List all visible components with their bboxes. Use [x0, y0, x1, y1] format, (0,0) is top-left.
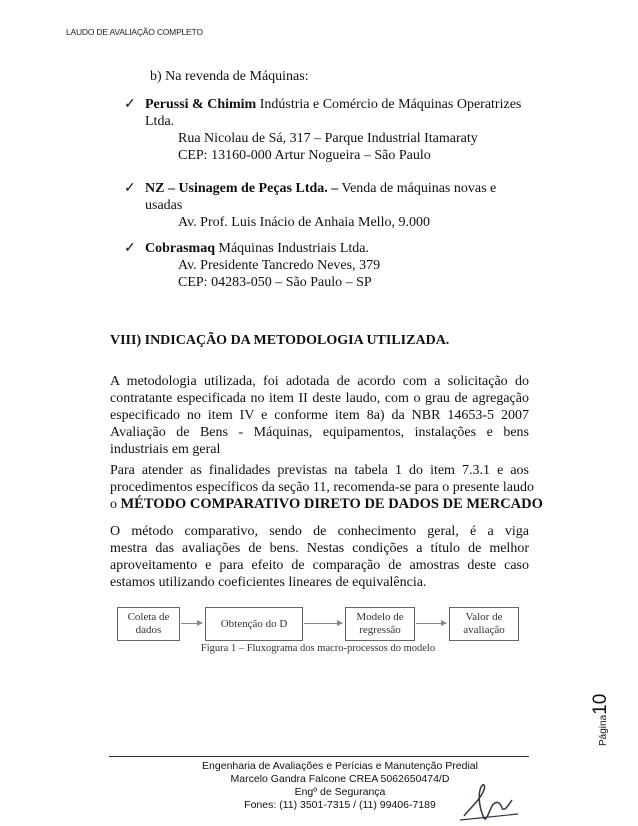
supplier-address: Rua Nicolau de Sá, 317 – Parque Industrial Itamaraty — [178, 131, 478, 146]
flow-arrow — [304, 623, 342, 624]
supplier-address: Av. Presidente Tancredo Neves, 379 — [178, 258, 381, 273]
paragraph-line: procedimentos específicos da seção 11, recomenda-se para o presente laudo — [110, 480, 534, 495]
figure-caption: Figura 1 – Fluxograma dos macro-processos do modelo — [200, 643, 436, 654]
method-name: MÉTODO COMPARATIVO DIRETO DE DADOS DE MERCADO — [120, 496, 543, 512]
paragraph-line: mestra das avaliações de bens. Nestas condições a título de melhor — [110, 541, 529, 556]
supplier-entry-1 — [124, 96, 521, 164]
document-header: LAUDO DE AVALIAÇÃO COMPLETO — [66, 27, 203, 37]
supplier-address: CEP: 13160-000 Artur Nogueira – São Paulo — [178, 148, 431, 163]
section-number: VIII) — [110, 333, 142, 348]
paragraph-line: especificado no item IV e conforme item 8a) da NBR 14653-5 2007 — [110, 408, 529, 423]
signature-image — [458, 776, 528, 824]
flow-box-label: Obtenção do D — [220, 617, 288, 630]
text-prefix: o — [110, 497, 121, 512]
flow-box-label: Coleta de dados — [127, 611, 170, 636]
footer-line: Engenharia de Avaliações e Perícias e Manutenção Predial — [202, 760, 478, 772]
flow-box-obtencao — [205, 607, 303, 641]
flow-box-modelo — [345, 607, 415, 641]
paragraph-purpose — [110, 462, 543, 513]
flow-box-valor — [449, 607, 519, 641]
footer-line: Engº de Segurança — [294, 786, 386, 798]
page-number-label — [590, 688, 630, 748]
paragraph-line: O método comparativo, sendo de conhecimento geral, é a viga — [110, 524, 529, 539]
supplier-desc: Venda de máquinas novas e — [338, 181, 497, 196]
supplier-desc: Máquinas Industriais Ltda. — [215, 241, 369, 256]
page-number: 10 — [590, 693, 611, 715]
checkmark-icon: ✓ — [124, 97, 136, 112]
checkmark-icon: ✓ — [124, 241, 136, 256]
flowchart-figure — [117, 607, 519, 657]
page-word: Página — [598, 714, 609, 746]
paragraph-comparative — [110, 523, 529, 591]
supplier-name: NZ – Usinagem de Peças Ltda. – — [145, 181, 339, 196]
flow-arrow — [181, 623, 202, 624]
paragraph-line: industriais em geral — [110, 442, 221, 457]
checkmark-icon: ✓ — [124, 181, 136, 196]
supplier-name: Perussi & Chimim — [145, 97, 257, 112]
paragraph-line: estamos utilizando coeficientes lineares de equivalência. — [110, 575, 427, 590]
footer-line: Fones: (11) 3501-7315 / (11) 99406-7189 — [244, 799, 436, 811]
paragraph-line: A metodologia utilizada, foi adotada de acordo com a solicitação do — [110, 374, 529, 389]
supplier-entry-2 — [124, 180, 496, 231]
supplier-desc-cont: usadas — [145, 198, 183, 213]
flow-box-coleta — [117, 607, 180, 641]
supplier-entry-3 — [124, 240, 380, 291]
supplier-name: Cobrasmaq — [145, 241, 216, 256]
paragraph-line: Avaliação de Bens - Máquinas, equipamentos, instalações e bens — [110, 425, 529, 440]
flow-arrow — [416, 623, 446, 624]
paragraph-line: Para atender as finalidades previstas na tabela 1 do item 7.3.1 e aos — [110, 463, 529, 478]
footer — [190, 760, 490, 812]
supplier-desc-cont: Ltda. — [145, 114, 175, 129]
supplier-address: CEP: 04283-050 – São Paulo – SP — [178, 275, 372, 290]
footer-divider — [109, 756, 529, 757]
paragraph-line — [110, 496, 543, 513]
paragraph-line: aproveitamento e para efeito de comparação de amostras deste caso — [110, 558, 529, 573]
supplier-address: Av. Prof. Luis Inácio de Anhaia Mello, 9.000 — [178, 215, 430, 230]
paragraph-methodology — [110, 373, 529, 458]
subsection-title: b) Na revenda de Máquinas: — [150, 69, 309, 84]
footer-line: Marcelo Gandra Falcone CREA 5062650474/D — [230, 773, 450, 785]
flow-box-label: Valor de avaliação — [463, 611, 505, 636]
paragraph-line: contratante especificada no item II deste laudo, com o grau de agregação — [110, 391, 529, 406]
section-heading — [110, 333, 449, 349]
section-title: INDICAÇÃO DA METODOLOGIA UTILIZADA. — [141, 333, 450, 348]
flow-box-label: Modelo de regressão — [356, 611, 404, 636]
supplier-desc: Indústria e Comércio de Máquinas Operatrizes — [256, 97, 522, 112]
